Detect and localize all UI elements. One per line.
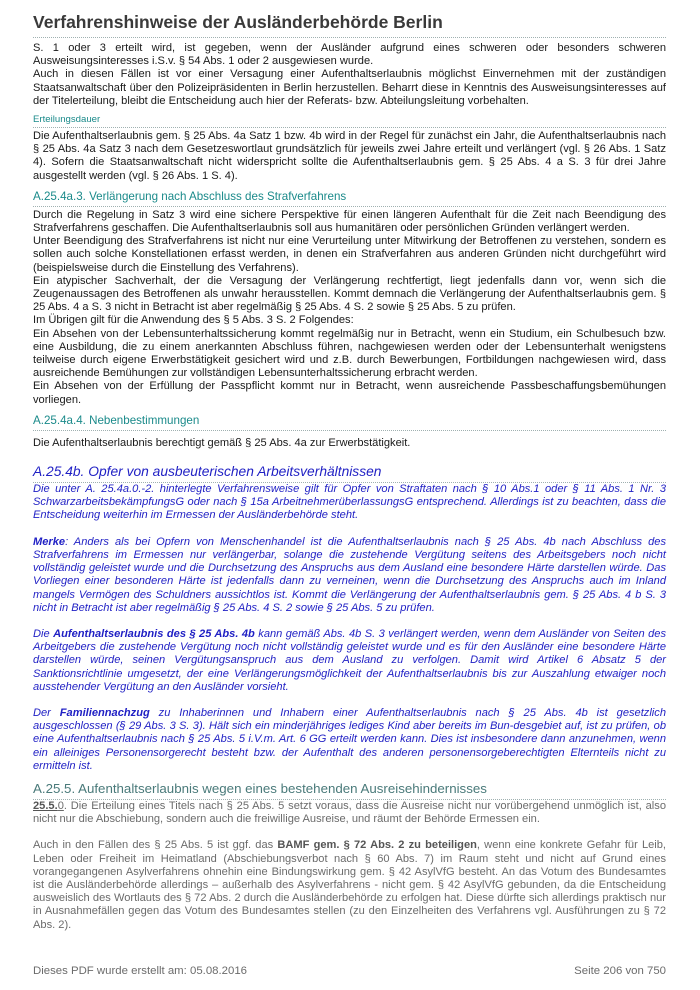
paragraph: Auch in diesen Fällen ist vor einer Versagung einer Aufenthaltserlaubnis möglichst Einvernehmen mit der zuständigen Staatsanwaltschaft über den Polizeipräsidenten in Berlin herzustellen. Beharrt diese in Kenntnis des Ausweisungsinteresses auf der Titelerteilung, bleibt die Entscheidung auch hier der Referats- bzw. Abteilungsleitung vorbehalten. — [33, 68, 666, 107]
section-number-suffix: 0 — [57, 799, 64, 812]
paragraph: Durch die Regelung in Satz 3 wird eine sichere Perspektive für einen längeren Aufenthalt für die Zeit nach Beendigung des Strafverfahrens geschaffen. Die Aufenthaltserlaubnis soll aus humanitären oder persönlichen Gründen verlängert werden. — [33, 208, 666, 235]
heading-section-4b: A.25.4b. Opfer von ausbeuterischen Arbeitsverhältnissen — [33, 463, 666, 483]
heading-erteilungsdauer: Erteilungsdauer — [33, 114, 666, 128]
footer-created: Dieses PDF wurde erstellt am: 05.08.2016 — [33, 965, 247, 977]
emphasis: BAMF gem. § 72 Abs. 2 zu beteiligen — [277, 839, 477, 852]
paragraph: Die Aufenthaltserlaubnis berechtigt gemäß § 25 Abs. 4a zur Erwerbstätigkeit. — [33, 436, 411, 449]
paragraph — [33, 839, 666, 931]
paragraph — [33, 707, 666, 773]
paragraph — [33, 536, 666, 615]
heading-section-4a3: A.25.4a.3. Verlängerung nach Abschluss des Strafverfahrens — [33, 190, 666, 207]
paragraph — [33, 628, 666, 694]
paragraph-text: Der — [33, 706, 60, 719]
paragraph: Ein Absehen von der Erfüllung der Passpflicht kommt nur in Betracht, wenn ausreichende Passbeschaffungsbemühungen vorliegen. — [33, 380, 666, 406]
document-page — [33, 0, 666, 932]
paragraph-text: zu Inhaberinnen und Inhabern einer Aufenthaltserlaubnis nach § 25 Abs. 4b ist gesetzlich ausgeschlossen (§ 29 Abs. 3 S. 3). Hält sich ein minderjähriges ledige​s Kind aber bereits im Bun-desgebiet auf, ist zu prüfen, ob eine Aufenthaltserlaubnis nach § 25 Abs. 5 i.V.m. Art. 6 GG erteilt werden kann. Dies ist insbesondere dann anzunehmen, wenn ein alleiniges Personensorgerecht besteht bzw. der Aufenthalt des anderen personensorgeberechtigten Elternteils nicht zu ermitteln ist. — [33, 706, 666, 772]
paragraph: Unter Beendigung des Strafverfahrens ist nicht nur eine Verurteilung unter Mitwirkung der Betroffenen zu verstehen, sondern es sollen auch solche Konstellationen erfasst werden, in denen ein Strafverfahren aus anderen Gründen nicht durchgeführt wird (beispielsweise durch die Einstellung des Verfahrens). — [33, 235, 666, 274]
footer-page-number: Seite 206 von 750 — [574, 965, 666, 977]
emphasis: Familiennachzug — [59, 706, 150, 719]
section-number: 25.5. — [33, 799, 58, 812]
paragraph-text: : Anders als bei Opfern von Menschenhandel ist die Aufenthaltserlaubnis nach § 25 Abs. 4b nach Abschluss des Strafverfahrens im Ermessen nur verlängerbar, solange die zustehende Vergütung seitens des Arbeitsgebers noch nicht vollständig geleistet wurde und die Durchsetzung des Anspruchs aus dem Ausland eine besondere Härte darstellen würde. Das Vorliegen einer besonderen Härte ist jedenfalls dann zu verneinen, wenn die Durchsetzung des Anspruchs auch im Inland mangels Vermögen des Schuldners aussichtlos ist. Kommt die Verlängerung der Aufenthaltserlaubnis gem. § 25 Abs. 4 b S. 3 nicht in Betracht ist aber regelmäßig § 25 Abs. 4 S. 2 sowie § 25 Abs. 5 zu prüfen. — [33, 535, 666, 614]
paragraph: Im Übrigen gilt für die Anwendung des § 5 Abs. 3 S. 2 Folgendes: — [33, 314, 354, 327]
paragraph: Die Aufenthaltserlaubnis gem. § 25 Abs. 4a Satz 1 bzw. 4b wird in der Regel für zunächst ein Jahr, die Aufenthaltserlaubnis nach § 25 Abs. 4a Satz 3 nach dem Gesetzeswortlaut grundsätzlich für jeweils zwei Jahre erteilt und verlängert (vgl. § 26 Abs. 1 Satz 4). Sofern die Staatsanwaltschaft nicht widerspricht sollte die Aufenthaltserlaubnis gem. § 25 Abs. 4 a S. 3 für drei Jahre ausgestellt werden (vgl. § 26 Abs. 1 S. 4). — [33, 130, 666, 182]
paragraph — [33, 800, 666, 826]
heading-section-255: A.25.5. Aufenthaltserlaubnis wegen eines bestehenden Ausreisehindernisses — [33, 781, 666, 800]
paragraph-text: . Die Erteilung eines Titels nach § 25 Abs. 5 setzt voraus, dass die Ausreise nicht nur vorübergehend unmöglich ist, also nicht nur die Abschiebung, sondern auch die freiwillige Ausreise, und räumt der Behörde Ermessen ein. — [33, 799, 666, 826]
document-title: Verfahrenshinweise der Ausländerbehörde Berlin — [33, 12, 666, 38]
emphasis: Aufenthaltserlaubnis des § 25 Abs. 4b — [53, 627, 255, 640]
paragraph-text: Die — [33, 627, 54, 640]
heading-section-4a4: A.25.4a.4. Nebenbestimmungen — [33, 414, 666, 431]
paragraph: S. 1 oder 3 erteilt wird, ist gegeben, wenn der Ausländer aufgrund eines schweren oder besonders schweren Ausweisungsinteresses i.S.v. § 54 Abs. 1 oder 2 ausgewiesen wurde. — [33, 42, 666, 68]
paragraph-text: , wenn eine konkrete Gefahr für Leib, Leben oder Freiheit im Heimatland (Abschiebungsverbot nach § 60 Abs. 7) im Raum steht und nicht auf Grund eines vorangegangenen Asylverfahrens ohnehin eine Bindungswirkung gem. § 42 AsylVfG besteht. An das Votum des Bundesamtes ist die Ausländerbehörde allerdings – außerhalb des Asylverfahrens - nicht gem. § 42 AsylVfG gebunden, da die Entscheidung ausweislich des Wortlauts des § 72 Abs. 2 durch die Ausländerbehörde zu erfolgen hat. Diese dürfte sich allerdings praktisch nur in Ausnahmefällen gegen das Votum des Bundesamtes stellen (zu den Einzelheiten des Verfahrens vgl. Ausführungen zu § 72 Abs. 2). — [33, 839, 666, 931]
paragraph: Ein atypischer Sachverhalt, der die Versagung der Verlängerung rechtfertigt, liegt jedenfalls dann vor, wenn sich die Zeugenaussagen des Betroffenen als unwahr herausstellen. Kommt demnach die Verlängerung der Aufenthaltserlaubnis gem. § 25 Abs. 4 a S. 3 nicht in Betracht ist aber regelmäßig § 25 Abs. 4 S. 2 sowie § 25 Abs. 5 zu prüfen. — [33, 274, 666, 314]
merke-label: Merke — [33, 535, 66, 548]
paragraph-text: kann gemäß Abs. 4b S. 3 verlängert werden, wenn dem Ausländer von Seiten des Arbeitgebers die zustehende Vergütung noch nicht vollständig geleistet wurde und es für den Ausländer eine besondere Härte darstellen würde, seinen Vergütungsanspruch aus dem Ausland zu verfolgen. Damit wird Artikel 6 Absatz 5 der Sanktionsrichtlinie umgesetzt, der eine Verlängerungsmöglichkeit der Aufenthaltserlaubnis bis zur Auszahlung etwaiger noch ausstehender Vergütung an den Ausländer vorsieht. — [33, 627, 666, 693]
paragraph: Die unter A. 25.4a.0.-2. hinterlegte Verfahrensweise gilt für Opfer von Straftaten nach § 10 Abs.1 oder § 11 Abs. 1 Nr. 3 SchwarzarbeitsbekämpfungsG oder nach § 15a ArbeitnehmerüberlassungsG entsprechend. Allerdings ist zu beachten, dass die Entscheidung weiterhin im Ermessen der Ausländerbehörde steht. — [33, 483, 666, 522]
page-footer — [33, 965, 666, 977]
paragraph: Ein Absehen von der Lebensunterhaltssicherung kommt regelmäßig nur in Betracht, wenn ein Studium, ein Schulbesuch bzw. eine Ausbildung, die zu einem anerkannten Abschluss führen, nachgewiesen werden oder der Lebensunterhalt wenigstens teilweise durch eigene Erwerbstätigkeit gesichert wird und z.B. durch Bewerbungen, Fortbildungen nachgewiesen wird, dass ausreichende Bemühungen zur vollständigen Lebensunterhaltssicherung erbracht werden. — [33, 327, 666, 380]
paragraph-text: Auch in den Fällen des § 25 Abs. 5 ist ggf. das — [33, 839, 278, 852]
